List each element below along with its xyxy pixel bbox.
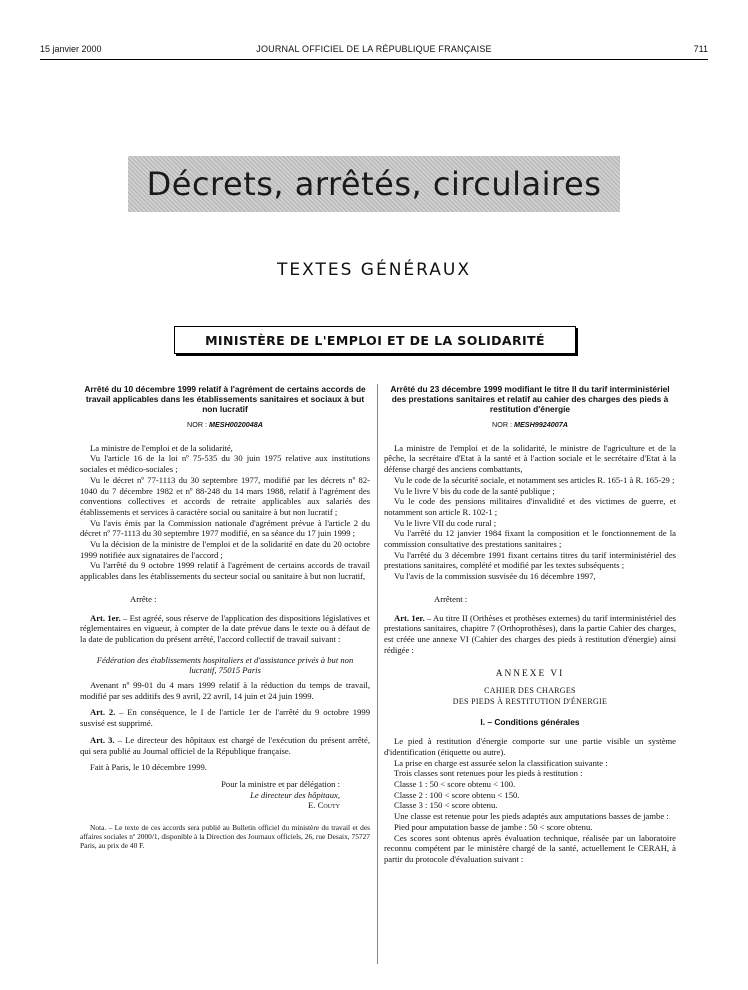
right-paragraph: Vu le livre V bis du code de la santé publique ;: [394, 485, 555, 496]
right-column: [384, 384, 676, 865]
right-nor: [384, 420, 676, 431]
left-nor-label: NOR :: [187, 420, 207, 429]
cahier-heading-1: CAHIER DES CHARGES: [484, 686, 576, 696]
right-paragraph: Vu l'avis de la commission susvisée du 16 décembre 1997,: [394, 571, 596, 582]
article-text: – Est agréé, sous réserve de l'application des dispositions législatives et réglementaires en vigueur, à compter de la date prévue dans le texte ou à défaut de la date de publication du présent arrêté, l'accord collectif de travail suivant :: [80, 612, 371, 644]
class-line: Classe 1 : 50 < score obtenu < 100.: [394, 778, 516, 789]
right-paragraph: Vu le code des pensions militaires d'invalidité et des victimes de guerre, et notamment son article R. 102-1 ;: [384, 496, 676, 517]
page-header: [40, 44, 708, 58]
right-paragraph: Vu le livre VII du code rural ;: [394, 517, 497, 528]
section-heading-text: I. – Conditions générales: [480, 717, 580, 728]
right-paragraph: Vu le code de la sécurité sociale, et notamment ses articles R. 165-1 à R. 165-29 ;: [394, 474, 675, 485]
article-text: – En conséquence, le I de l'article 1er de l'arrêté du 9 octobre 1999 susvisé est supprimé.: [80, 707, 370, 729]
article-text: – Au titre II (Orthèses et prothèses externes) du tarif interministériel des prestations sanitaires, chapitre 7 (Orthoprothèses), dans la partie Cahier des charges, est créée une annexe VI (Cahier des charges des pieds à restitution d'énergie) ainsi rédigée :: [384, 612, 677, 655]
class-line: Classe 3 : 150 < score obtenu.: [394, 800, 498, 811]
left-paragraph: Vu la décision de la ministre de l'emploi et de la solidarité en date du 20 octobre 1999 notifiée aux signataires de l'accord ;: [80, 539, 370, 560]
page-number: 711: [693, 44, 708, 54]
right-paragraph: La prise en charge est assurée selon la classification suivante :: [394, 757, 608, 768]
right-article-1: [384, 613, 676, 656]
class-line: Classe 2 : 100 < score obtenu < 150.: [394, 789, 520, 800]
article-text: – Le directeur des hôpitaux est chargé de l'exécution du présent arrêté, qui sera publié au Journal officiel de la République française.: [80, 734, 371, 756]
left-column: [80, 384, 370, 850]
article-label: Art. 1er.: [90, 612, 121, 623]
header-date: 15 janvier 2000: [40, 44, 102, 54]
annexe-heading: ANNEXE VI: [495, 669, 565, 680]
left-article-1: [80, 613, 370, 645]
banner: [128, 156, 620, 212]
right-paragraph: Une classe est retenue pour les pieds adaptés aux amputations basses de jambe :: [394, 811, 669, 822]
signature-name: [80, 800, 370, 811]
left-paragraph: Vu le décret nº 77-1113 du 30 septembre 1977, modifié par les décrets nº 82-1040 du 7 décembre 1982 et nº 88-248 du 14 mars 1988, relatif à l'agrément des conventions collectives et accords de retraite applicables aux salariés des établissements et services à caractère social ou sanitaire à but non lucratif ;: [80, 474, 370, 517]
left-paragraph: Vu l'avis émis par la Commission nationale d'agrément prévue à l'article 2 du décret nº 77-1113 du 30 septembre 1977 modifié, en sa séance du 17 juin 1999 ;: [80, 517, 370, 539]
left-arrete: Arrête :: [130, 593, 157, 604]
signatory: E. Couty: [308, 800, 340, 811]
right-paragraph: Pied pour amputation basse de jambe : 50 < score obtenu.: [394, 821, 593, 832]
article-label: Art. 2.: [90, 707, 116, 718]
avenant-paragraph: Avenant nº 99-01 du 4 mars 1999 relatif à la réduction du temps de travail, modifié par ses additifs des 9 avril, 22 avril, 14 juin et 24 juin 1999.: [80, 680, 370, 701]
section-title: TEXTES GÉNÉRAUX: [276, 260, 471, 280]
right-decree-title: Arrêté du 23 décembre 1999 modifiant le titre II du tarif interministériel des prestations sanitaires et relatif au cahier des charges des pieds à restitution d'énergie: [390, 384, 670, 414]
left-decree-title: Arrêté du 10 décembre 1999 relatif à l'agrément de certains accords de travail applicables dans les établissements sanitaires et sociaux à but non lucratif: [84, 384, 366, 414]
done-at: Fait à Paris, le 10 décembre 1999.: [90, 762, 207, 773]
signature-role: Le directeur des hôpitaux,: [250, 789, 340, 800]
article-label: Art. 1er.: [394, 612, 425, 623]
column-divider: [377, 384, 378, 964]
left-paragraph: Vu l'article 16 de la loi nº 75-535 du 30 juin 1975 relative aux institutions sociales et médico-sociales ;: [80, 453, 370, 475]
section-heading: [384, 717, 676, 728]
right-nor-label: NOR :: [492, 420, 512, 429]
header-rule: [40, 59, 708, 60]
left-paragraph: La ministre de l'emploi et de la solidarité,: [90, 442, 233, 453]
cahier-heading-2: DES PIEDS À RESTITUTION D'ÉNERGIE: [452, 696, 608, 706]
nota-footnote: Nota. – Le texte de ces accords sera publié au Bulletin officiel du ministère du travail et des affaires sociales nº 2000/1, disponible à la Direction des Journaux officiels, 26, rue Desaix, 75727 Paris, au prix de 40 F.: [80, 823, 370, 851]
ministry-box: [174, 326, 576, 354]
right-paragraph: Vu l'arrêté du 12 janvier 1984 fixant la composition et le fonctionnement de la commission consultative des prestations sanitaires ;: [384, 528, 676, 550]
journal-title: JOURNAL OFFICIEL DE LA RÉPUBLIQUE FRANÇAISE: [256, 44, 492, 54]
left-article-3: [80, 735, 370, 756]
federation-heading: Fédération des établissements hospitaliers et d'assistance privés à but non lucratif, 75015 Paris: [96, 654, 354, 676]
right-paragraph: Ces scores sont obtenus après évaluation technique, réalisée par un laboratoire reconnu compétent par le ministère chargé de la santé, actuellement le CERAH, à partir du protocole d'évaluation suivant :: [384, 832, 676, 864]
left-nor-code: MESH0020048A: [209, 420, 263, 429]
left-paragraph: Vu l'arrêté du 9 octobre 1999 relatif à l'agrément de certains accords de travail applicables dans les établissements du secteur social ou sanitaire à but non lucratif,: [80, 560, 370, 582]
right-paragraph: Vu l'arrêté du 3 décembre 1991 fixant certains titres du tarif interministériel des prestations sanitaires, complété et modifié par les textes subséquents ;: [384, 549, 676, 571]
signature-line: Pour la ministre et par délégation :: [221, 778, 340, 789]
ministry-label: MINISTÈRE DE L'EMPLOI ET DE LA SOLIDARITÉ: [205, 332, 545, 348]
right-nor-code: MESH9924007A: [514, 420, 568, 429]
banner-title: Décrets, arrêtés, circulaires: [146, 165, 602, 203]
right-paragraph: Le pied à restitution d'énergie comporte sur une partie visible un système d'identification (étiquette ou autre).: [384, 736, 676, 757]
article-label: Art. 3.: [90, 734, 115, 745]
left-article-2: [80, 707, 370, 728]
right-paragraph: Trois classes sont retenues pour les pieds à restitution :: [394, 768, 583, 779]
right-arretent: Arrêtent :: [434, 593, 468, 604]
right-paragraph: La ministre de l'emploi et de la solidarité, le ministre de l'agriculture et de la pêche, la secrétaire d'Etat à la santé et à l'action sociale et le secrétaire d'Etat à la défense chargé des anciens combattants,: [384, 442, 676, 475]
left-nor: [80, 420, 370, 431]
